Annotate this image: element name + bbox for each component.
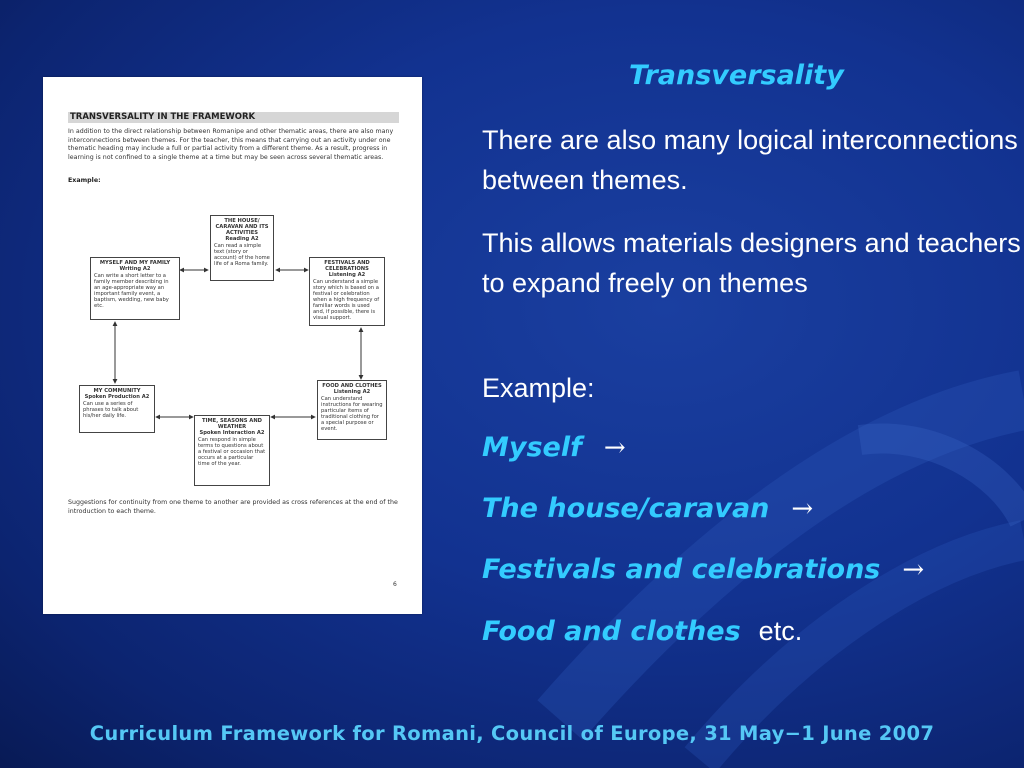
box-skill: Reading A2 <box>225 236 259 242</box>
box-title: MY COMMUNITY <box>93 388 141 394</box>
box-house-caravan <box>210 215 274 281</box>
theme-item <box>482 428 626 468</box>
box-time-seasons <box>194 415 270 486</box>
document-footer: Suggestions for continuity from one theme to another are provided as cross references at the end of the introduction to each theme. <box>68 499 398 515</box>
box-title: FOOD AND CLOTHES <box>322 383 382 389</box>
theme-name: Food and clothes <box>482 616 741 647</box>
box-food-clothes <box>317 380 387 440</box>
right-arrow-icon: → <box>902 555 925 585</box>
box-title: MYSELF AND MY FAMILY <box>99 260 171 266</box>
etc-label: etc. <box>758 616 803 646</box>
paragraph-interconnections: There are also many logical interconnections between themes. <box>482 125 1018 195</box>
box-title: TIME, SEASONS AND WEATHER <box>202 418 262 430</box>
box-skill: Writing A2 <box>119 266 151 272</box>
box-text: Can read a simple text (story or account) of the home life of a Roma family. <box>214 243 270 267</box>
box-skill: Listening A2 <box>333 389 371 395</box>
theme-name: Festivals and celebrations <box>482 554 881 585</box>
document-heading: TRANSVERSALITY IN THE FRAMEWORK <box>68 112 399 123</box>
framework-document-image <box>43 77 422 614</box>
paragraph-materials: This allows materials designers and teachers to expand freely on themes <box>482 228 1021 298</box>
document-example-label: Example: <box>68 177 101 184</box>
theme-item <box>482 611 802 652</box>
theme-item <box>482 550 924 590</box>
right-arrow-icon: → <box>603 433 626 463</box>
box-festivals <box>309 257 385 326</box>
box-skill: Listening A2 <box>328 272 366 278</box>
box-text: Can write a short letter to a family member describing in an age-appropriate way an important family event, a baptism, wedding, new baby etc. <box>94 273 169 309</box>
theme-name: The house/caravan <box>482 493 770 524</box>
document-page-number: 6 <box>393 581 397 588</box>
theme-item <box>482 489 813 529</box>
slide-title: Transversality <box>629 60 844 91</box>
box-skill: Spoken Interaction A2 <box>199 430 265 436</box>
document-intro: In addition to the direct relationship between Romanipe and other thematic areas, there are also many interconnections between themes. For the teacher, this means that carrying out an activity under one thematic heading may include a full or partial activity from a different theme. As a result, progress in learning is not confined to a single theme at a time but may be seen across several thematic areas. <box>68 128 394 161</box>
box-text: Can understand a simple story which is based on a festival or celebration when a high frequency of familiar words is used and, if possible, there is visual support. <box>313 279 380 321</box>
theme-name: Myself <box>482 432 582 463</box>
box-skill: Spoken Production A2 <box>84 394 150 400</box>
box-text: Can respond in simple terms to questions about a festival or occasion that occurs at a particular time of the year. <box>198 437 266 467</box>
box-text: Can understand instructions for wearing particular items of traditional clothing for a special purpose or event. <box>321 396 383 432</box>
box-myself-family <box>90 257 180 320</box>
box-text: Can use a series of phrases to talk about his/her daily life. <box>83 401 139 419</box>
right-arrow-icon: → <box>791 494 814 524</box>
box-my-community <box>79 385 155 433</box>
slide-footer: Curriculum Framework for Romani, Council of Europe, 31 May−1 June 2007 <box>89 722 935 745</box>
box-title: FESTIVALS AND CELEBRATIONS <box>324 260 370 272</box>
box-title: THE HOUSE/ CARAVAN AND ITS ACTIVITIES <box>215 218 269 236</box>
paragraph-example: Example: <box>482 373 595 403</box>
